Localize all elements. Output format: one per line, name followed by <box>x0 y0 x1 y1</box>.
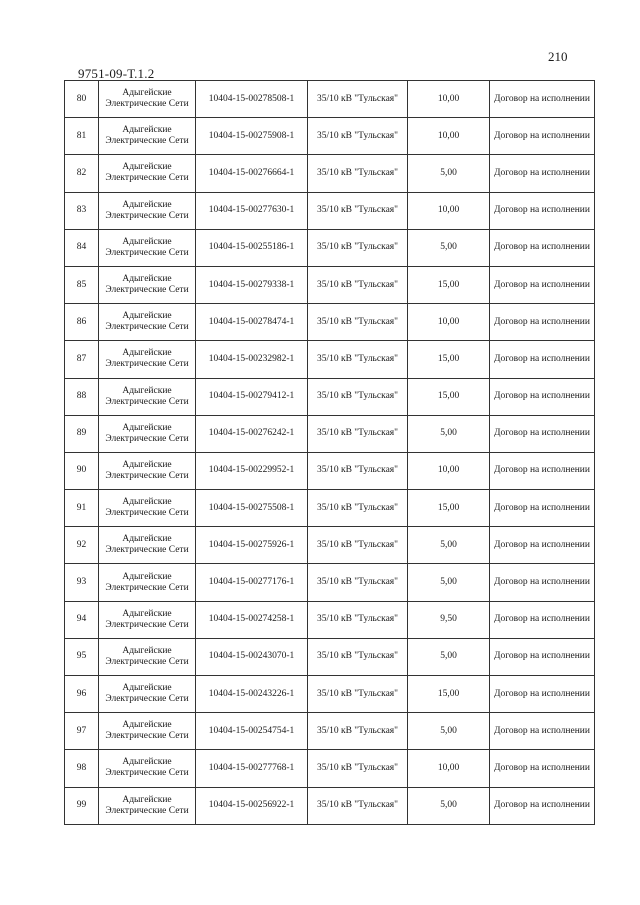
row-number: 85 <box>65 266 99 303</box>
application-code-cell: 10404-15-00254754-1 <box>196 713 308 750</box>
organization-cell: Адыгейские Электрические Сети <box>99 564 196 601</box>
power-cell: 15,00 <box>408 490 490 527</box>
row-number: 81 <box>65 118 99 155</box>
application-code-cell: 10404-15-00275508-1 <box>196 490 308 527</box>
power-cell: 5,00 <box>408 564 490 601</box>
status-cell: Договор на исполнении <box>490 787 595 824</box>
power-cell: 5,00 <box>408 415 490 452</box>
power-cell: 15,00 <box>408 378 490 415</box>
application-code-cell: 10404-15-00277630-1 <box>196 192 308 229</box>
application-code-cell: 10404-15-00279412-1 <box>196 378 308 415</box>
table-row <box>65 341 595 378</box>
table-row <box>65 787 595 824</box>
application-code-cell: 10404-15-00276664-1 <box>196 155 308 192</box>
power-cell: 5,00 <box>408 713 490 750</box>
table-row <box>65 229 595 266</box>
organization-cell: Адыгейские Электрические Сети <box>99 341 196 378</box>
power-cell: 15,00 <box>408 266 490 303</box>
application-code-cell: 10404-15-00277768-1 <box>196 750 308 787</box>
power-cell: 5,00 <box>408 527 490 564</box>
status-cell: Договор на исполнении <box>490 192 595 229</box>
row-number: 88 <box>65 378 99 415</box>
organization-cell: Адыгейские Электрические Сети <box>99 81 196 118</box>
row-number: 86 <box>65 304 99 341</box>
substation-cell: 35/10 кВ "Тульская" <box>308 415 408 452</box>
row-number: 92 <box>65 527 99 564</box>
row-number: 83 <box>65 192 99 229</box>
status-cell: Договор на исполнении <box>490 564 595 601</box>
table-row <box>65 676 595 713</box>
substation-cell: 35/10 кВ "Тульская" <box>308 676 408 713</box>
row-number: 90 <box>65 452 99 489</box>
substation-cell: 35/10 кВ "Тульская" <box>308 564 408 601</box>
power-cell: 5,00 <box>408 638 490 675</box>
row-number: 87 <box>65 341 99 378</box>
status-cell: Договор на исполнении <box>490 118 595 155</box>
status-cell: Договор на исполнении <box>490 638 595 675</box>
application-code-cell: 10404-15-00243070-1 <box>196 638 308 675</box>
status-cell: Договор на исполнении <box>490 676 595 713</box>
power-cell: 5,00 <box>408 155 490 192</box>
organization-cell: Адыгейские Электрические Сети <box>99 676 196 713</box>
organization-cell: Адыгейские Электрические Сети <box>99 415 196 452</box>
status-cell: Договор на исполнении <box>490 713 595 750</box>
row-number: 91 <box>65 490 99 527</box>
records-table-body <box>65 81 595 825</box>
organization-cell: Адыгейские Электрические Сети <box>99 452 196 489</box>
row-number: 99 <box>65 787 99 824</box>
status-cell: Договор на исполнении <box>490 81 595 118</box>
application-code-cell: 10404-15-00276242-1 <box>196 415 308 452</box>
power-cell: 15,00 <box>408 341 490 378</box>
table-row <box>65 415 595 452</box>
table-row <box>65 713 595 750</box>
substation-cell: 35/10 кВ "Тульская" <box>308 81 408 118</box>
status-cell: Договор на исполнении <box>490 304 595 341</box>
application-code-cell: 10404-15-00255186-1 <box>196 229 308 266</box>
status-cell: Договор на исполнении <box>490 341 595 378</box>
row-number: 80 <box>65 81 99 118</box>
substation-cell: 35/10 кВ "Тульская" <box>308 490 408 527</box>
row-number: 94 <box>65 601 99 638</box>
power-cell: 9,50 <box>408 601 490 638</box>
substation-cell: 35/10 кВ "Тульская" <box>308 601 408 638</box>
substation-cell: 35/10 кВ "Тульская" <box>308 266 408 303</box>
organization-cell: Адыгейские Электрические Сети <box>99 638 196 675</box>
row-number: 98 <box>65 750 99 787</box>
power-cell: 5,00 <box>408 787 490 824</box>
row-number: 84 <box>65 229 99 266</box>
organization-cell: Адыгейские Электрические Сети <box>99 304 196 341</box>
row-number: 97 <box>65 713 99 750</box>
table-row <box>65 118 595 155</box>
organization-cell: Адыгейские Электрические Сети <box>99 601 196 638</box>
status-cell: Договор на исполнении <box>490 415 595 452</box>
status-cell: Договор на исполнении <box>490 601 595 638</box>
organization-cell: Адыгейские Электрические Сети <box>99 750 196 787</box>
power-cell: 10,00 <box>408 192 490 229</box>
organization-cell: Адыгейские Электрические Сети <box>99 155 196 192</box>
application-code-cell: 10404-15-00243226-1 <box>196 676 308 713</box>
table-row <box>65 266 595 303</box>
table-row <box>65 490 595 527</box>
row-number: 95 <box>65 638 99 675</box>
organization-cell: Адыгейские Электрические Сети <box>99 266 196 303</box>
application-code-cell: 10404-15-00275926-1 <box>196 527 308 564</box>
status-cell: Договор на исполнении <box>490 452 595 489</box>
organization-cell: Адыгейские Электрические Сети <box>99 118 196 155</box>
status-cell: Договор на исполнении <box>490 155 595 192</box>
table-row <box>65 192 595 229</box>
substation-cell: 35/10 кВ "Тульская" <box>308 452 408 489</box>
power-cell: 10,00 <box>408 81 490 118</box>
row-number: 89 <box>65 415 99 452</box>
document-code: 9751-09-Т.1.2 <box>78 66 155 81</box>
table-row <box>65 378 595 415</box>
status-cell: Договор на исполнении <box>490 527 595 564</box>
table-row <box>65 155 595 192</box>
organization-cell: Адыгейские Электрические Сети <box>99 192 196 229</box>
application-code-cell: 10404-15-00278474-1 <box>196 304 308 341</box>
application-code-cell: 10404-15-00279338-1 <box>196 266 308 303</box>
substation-cell: 35/10 кВ "Тульская" <box>308 118 408 155</box>
row-number: 96 <box>65 676 99 713</box>
application-code-cell: 10404-15-00278508-1 <box>196 81 308 118</box>
substation-cell: 35/10 кВ "Тульская" <box>308 713 408 750</box>
status-cell: Договор на исполнении <box>490 490 595 527</box>
substation-cell: 35/10 кВ "Тульская" <box>308 304 408 341</box>
power-cell: 5,00 <box>408 229 490 266</box>
application-code-cell: 10404-15-00232982-1 <box>196 341 308 378</box>
application-code-cell: 10404-15-00274258-1 <box>196 601 308 638</box>
application-code-cell: 10404-15-00229952-1 <box>196 452 308 489</box>
substation-cell: 35/10 кВ "Тульская" <box>308 527 408 564</box>
table-row <box>65 564 595 601</box>
organization-cell: Адыгейские Электрические Сети <box>99 527 196 564</box>
status-cell: Договор на исполнении <box>490 750 595 787</box>
table-row <box>65 527 595 564</box>
power-cell: 15,00 <box>408 676 490 713</box>
substation-cell: 35/10 кВ "Тульская" <box>308 750 408 787</box>
table-row <box>65 750 595 787</box>
page-number: 210 <box>548 49 568 64</box>
table-row <box>65 304 595 341</box>
application-code-cell: 10404-15-00275908-1 <box>196 118 308 155</box>
status-cell: Договор на исполнении <box>490 378 595 415</box>
records-table <box>64 80 595 825</box>
substation-cell: 35/10 кВ "Тульская" <box>308 787 408 824</box>
row-number: 93 <box>65 564 99 601</box>
organization-cell: Адыгейские Электрические Сети <box>99 229 196 266</box>
power-cell: 10,00 <box>408 304 490 341</box>
table-row <box>65 452 595 489</box>
row-number: 82 <box>65 155 99 192</box>
substation-cell: 35/10 кВ "Тульская" <box>308 155 408 192</box>
substation-cell: 35/10 кВ "Тульская" <box>308 378 408 415</box>
substation-cell: 35/10 кВ "Тульская" <box>308 192 408 229</box>
power-cell: 10,00 <box>408 118 490 155</box>
power-cell: 10,00 <box>408 750 490 787</box>
application-code-cell: 10404-15-00277176-1 <box>196 564 308 601</box>
substation-cell: 35/10 кВ "Тульская" <box>308 229 408 266</box>
application-code-cell: 10404-15-00256922-1 <box>196 787 308 824</box>
organization-cell: Адыгейские Электрические Сети <box>99 378 196 415</box>
organization-cell: Адыгейские Электрические Сети <box>99 713 196 750</box>
table-row <box>65 638 595 675</box>
power-cell: 10,00 <box>408 452 490 489</box>
status-cell: Договор на исполнении <box>490 229 595 266</box>
organization-cell: Адыгейские Электрические Сети <box>99 787 196 824</box>
substation-cell: 35/10 кВ "Тульская" <box>308 638 408 675</box>
organization-cell: Адыгейские Электрические Сети <box>99 490 196 527</box>
substation-cell: 35/10 кВ "Тульская" <box>308 341 408 378</box>
table-row <box>65 81 595 118</box>
table-row <box>65 601 595 638</box>
status-cell: Договор на исполнении <box>490 266 595 303</box>
